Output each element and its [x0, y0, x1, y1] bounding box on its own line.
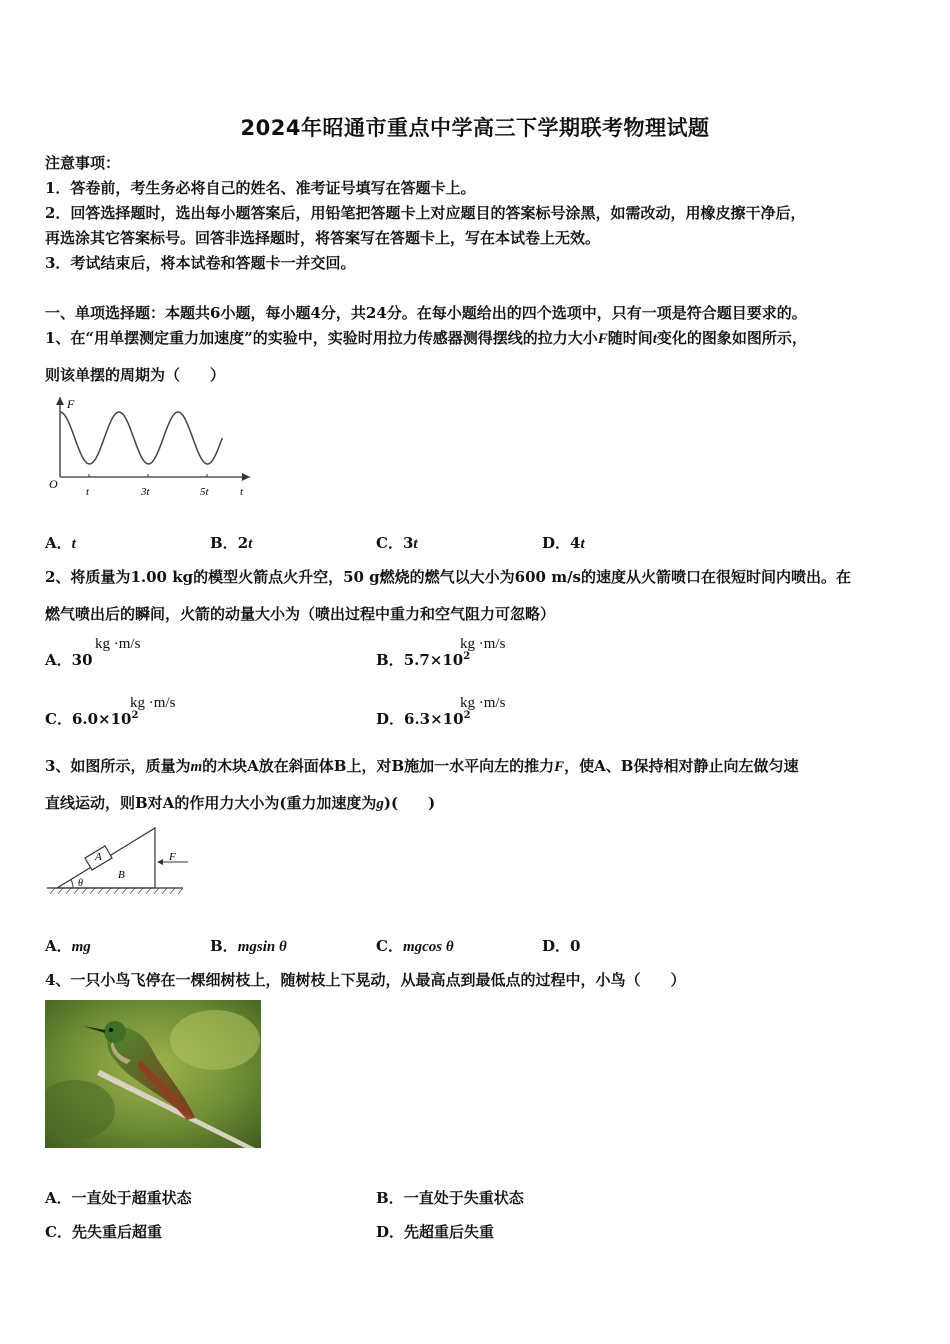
q2-stem-line2: 燃气喷出后的瞬间，火箭的动量大小为（喷出过程中重力和空气阻力可忽略） — [45, 605, 556, 623]
tick-label-3t: 3t — [141, 486, 150, 498]
q2-option-c: C．$6.0\times 10^2$ — [45, 710, 139, 728]
origin-label: O — [49, 477, 58, 491]
y-label: F — [67, 397, 75, 411]
q1-option-c: C．3t — [376, 534, 418, 552]
q3-stem-line2: 直线运动，则B对A的作用力大小为(重力加速度为g)( ) — [45, 794, 436, 812]
q2-option-d-unit: kg ·m/s — [460, 695, 506, 711]
q1-stem-line1: 1、在“用单摆测定重力加速度”的实验中，实验时用拉力传感器测得摆线的拉力大小F随时间t变化的图象如图所示， — [45, 329, 807, 347]
q1-option-b: B．2t — [210, 534, 253, 552]
q2-option-a-unit: kg ·m/s — [95, 636, 141, 652]
q2-option-b-unit: kg ·m/s — [460, 636, 506, 652]
note-3: 3．考试结束后，将本试卷和答题卡一并交回。 — [45, 254, 356, 272]
q2-stem-line1: 2、将质量为1.00 kg的模型火箭点火升空，50 g燃烧的燃气以大小为600 m/s的速度从火箭喷口在很短时间内喷出。在 — [45, 568, 851, 586]
ground-hatching — [50, 888, 183, 894]
q3-incline-figure — [45, 822, 195, 902]
label-b: B — [118, 869, 125, 881]
q3-option-d: D．0 — [542, 937, 581, 955]
note-2a: 2．回答选择题时，选出每小题答案后，用铅笔把答题卡上对应题目的答案标号涂黑，如需改动，用橡皮擦干净后， — [45, 204, 806, 222]
q3-option-c: C．mgcos θ — [376, 937, 454, 955]
label-f: F — [169, 851, 176, 863]
q3-stem-line1: 3、如图所示，质量为m的木块A放在斜面体B上，对B施加一水平向左的推力F，使A、B保持相对静止向左做匀速 — [45, 757, 799, 775]
tick-label-5t: 5t — [200, 486, 209, 498]
q2-option-a: A．30 — [45, 651, 93, 669]
q1-stem-line2: 则该单摆的周期为（ ） — [45, 366, 226, 384]
note-2b: 再选涂其它答案标号。回答非选择题时，将答案写在答题卡上，写在本试卷上无效。 — [45, 229, 601, 247]
q4-option-d: D．先超重后失重 — [376, 1223, 495, 1241]
q4-option-a: A．一直处于超重状态 — [45, 1189, 192, 1207]
q4-stem: 4、一只小鸟飞停在一棵细树枝上，随树枝上下晃动，从最高点到最低点的过程中，小鸟（ ） — [45, 971, 686, 989]
hummingbird-photo — [45, 1000, 261, 1148]
force-curve — [60, 412, 222, 464]
q2-option-d: D．$6.3\times 10^2$ — [376, 710, 471, 728]
q1-option-d: D．4t — [542, 534, 585, 552]
x-axis-arrow — [242, 473, 250, 481]
section-heading: 一、单项选择题：本题共6小题，每小题4分，共24分。在每小题给出的四个选项中，只有一项是符合题目要求的。 — [45, 304, 807, 322]
q4-option-c: C．先失重后超重 — [45, 1223, 162, 1241]
q3-option-b: B．mgsin θ — [210, 937, 287, 955]
q3-option-a: A．mg — [45, 937, 91, 955]
force-arrowhead — [157, 859, 163, 865]
bird-eye — [109, 1028, 113, 1032]
bird-head — [104, 1021, 126, 1043]
y-axis-arrow — [56, 397, 64, 405]
note-1: 1．答卷前，考生务必将自己的姓名、准考证号填写在答题卡上。 — [45, 179, 476, 197]
q1-option-a: A．t — [45, 534, 76, 552]
q1-force-time-graph — [45, 392, 255, 502]
q2-option-b: B．$5.7\times 10^2$ — [376, 651, 471, 669]
angle-arc — [71, 880, 73, 888]
tick-label-t: t — [86, 486, 90, 498]
label-theta: θ — [78, 878, 83, 889]
q2-option-c-unit: kg ·m/s — [130, 695, 176, 711]
notes-heading: 注意事项： — [45, 154, 121, 172]
q4-option-b: B．一直处于失重状态 — [376, 1189, 524, 1207]
page-title: 2024年昭通市重点中学高三下学期联考物理试题 — [240, 116, 710, 140]
label-a: A — [95, 851, 102, 863]
x-label: t — [240, 486, 244, 498]
